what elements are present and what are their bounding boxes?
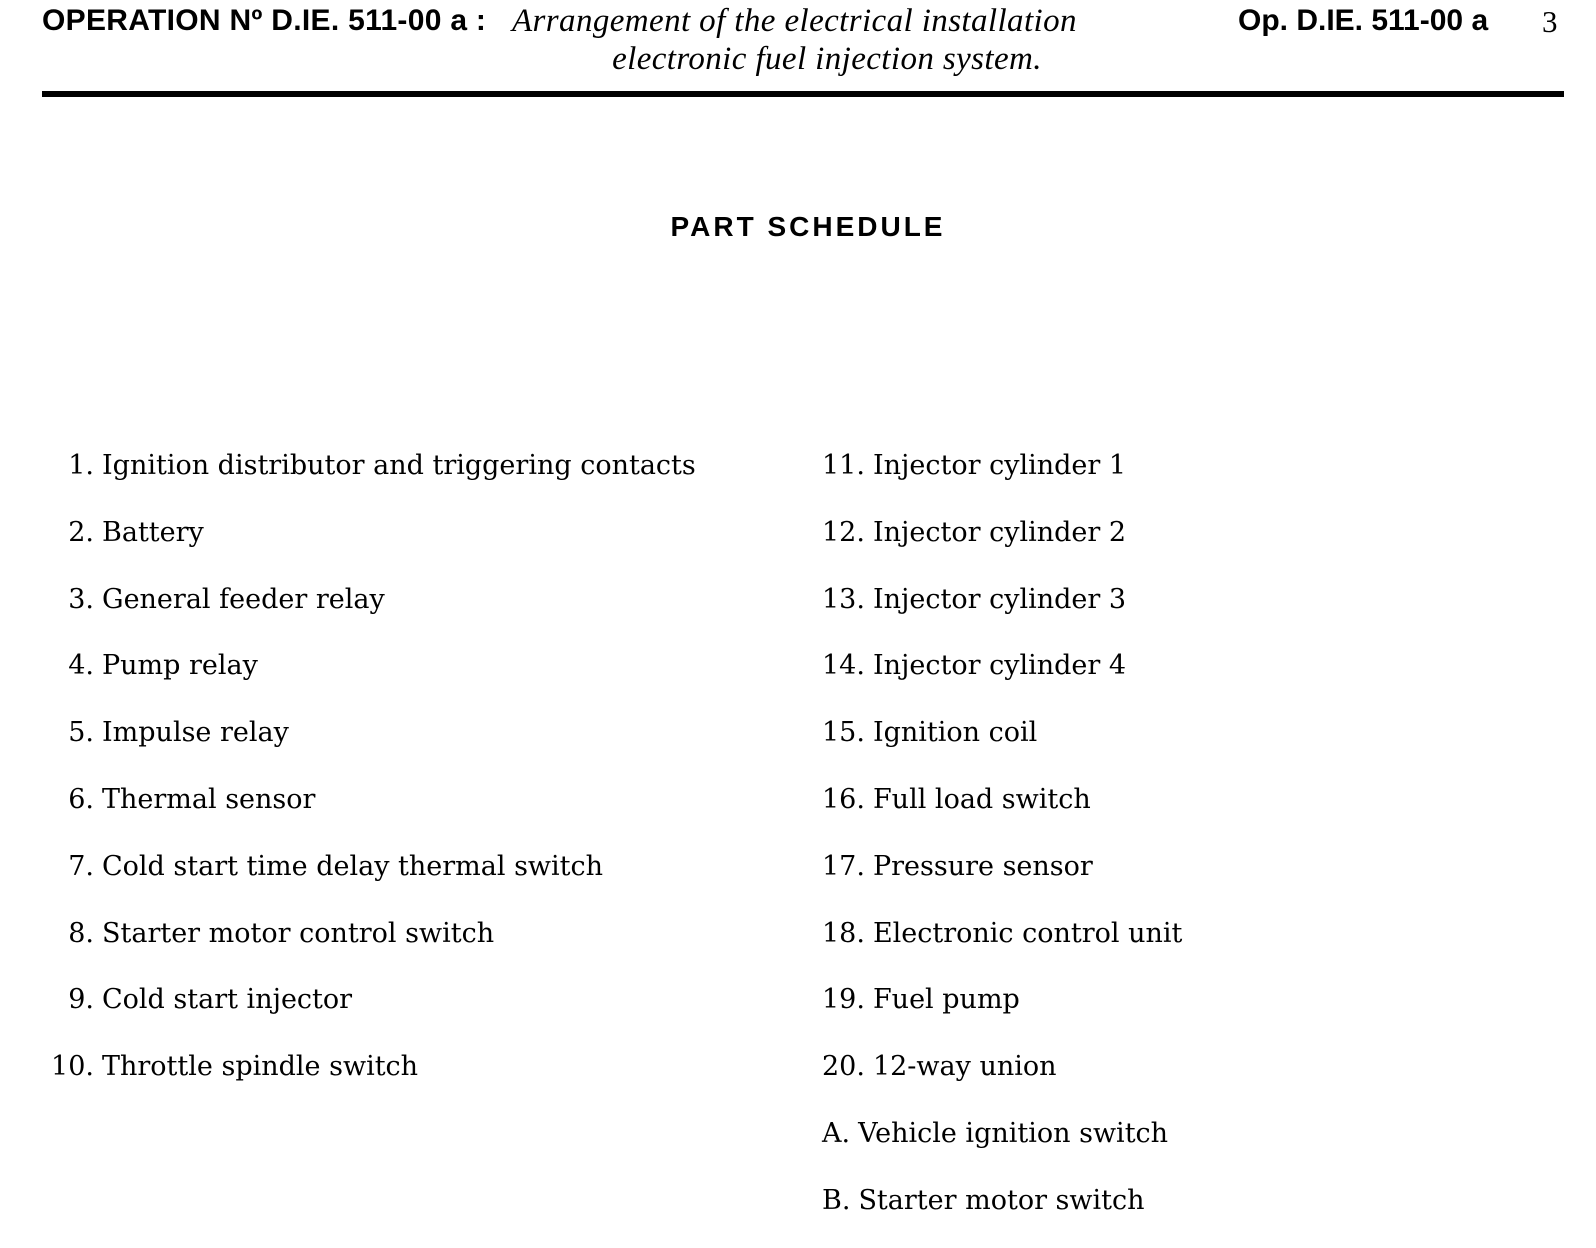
part-item — [42, 914, 696, 981]
part-item — [822, 646, 1182, 713]
part-number: 17. — [822, 850, 865, 882]
part-label: Ignition distributor and triggering contacts — [102, 450, 696, 481]
part-number: 6. — [68, 783, 94, 815]
part-item — [822, 513, 1182, 580]
part-label: Injector cylinder 2 — [872, 516, 1127, 548]
part-number: 1. — [68, 450, 94, 481]
part-label: Injector cylinder 1 — [872, 450, 1127, 481]
part-number: 9. — [68, 984, 94, 1016]
part-item — [42, 580, 696, 647]
operation-title — [512, 2, 1132, 78]
part-number: 20. — [822, 1051, 865, 1083]
part-item — [822, 980, 1182, 1047]
part-item — [42, 713, 696, 780]
part-label: 12-way union — [872, 1051, 1057, 1083]
part-label: Vehicle ignition switch — [858, 1117, 1169, 1149]
parts-list-right — [822, 446, 1182, 1248]
part-label: Full load switch — [872, 783, 1091, 815]
part-item — [822, 1114, 1182, 1181]
part-number: 19. — [822, 984, 865, 1016]
part-label: Fuel pump — [872, 984, 1020, 1016]
part-label: Cold start time delay thermal switch — [102, 850, 604, 882]
part-label: Starter motor control switch — [102, 917, 495, 949]
operation-title-line-1: Arrangement of the electrical installation — [512, 3, 1077, 39]
part-number: 11. — [822, 450, 865, 481]
operation-title-line-2: electronic fuel injection system. — [612, 41, 1042, 77]
part-label: Throttle spindle switch — [102, 1051, 419, 1083]
part-label: Injector cylinder 4 — [872, 650, 1127, 682]
part-item — [42, 847, 696, 914]
part-number: 16. — [822, 783, 865, 815]
part-number: 12. — [822, 516, 865, 548]
part-item — [42, 980, 696, 1047]
part-label: Cold start injector — [102, 984, 353, 1016]
part-number: 10. — [51, 1051, 94, 1083]
part-number: 5. — [68, 717, 94, 749]
part-item — [822, 446, 1182, 513]
section-title: PART SCHEDULE — [670, 211, 946, 242]
part-number: 4. — [68, 650, 94, 682]
part-item — [822, 914, 1182, 981]
part-item — [42, 446, 696, 513]
part-label: Thermal sensor — [102, 783, 316, 815]
part-label: Pump relay — [102, 650, 258, 682]
part-number: 15. — [822, 717, 865, 749]
part-number: 2. — [68, 516, 94, 548]
part-item — [42, 646, 696, 713]
part-item — [822, 847, 1182, 914]
operation-number: OPERATION Nº D.IE. 511-00 a : — [42, 4, 487, 37]
part-label: Ignition coil — [872, 717, 1038, 749]
page-number: 3 — [1542, 4, 1558, 39]
part-label: Pressure sensor — [872, 850, 1093, 882]
part-item — [822, 1181, 1182, 1248]
part-item — [822, 1047, 1182, 1114]
part-number: 7. — [68, 850, 94, 882]
part-item — [42, 513, 696, 580]
part-label: Battery — [102, 516, 204, 548]
part-number: 8. — [68, 917, 94, 949]
part-number: 14. — [822, 650, 865, 682]
part-item — [822, 780, 1182, 847]
part-number: 3. — [68, 583, 94, 615]
parts-list-left — [42, 446, 696, 1114]
part-label: General feeder relay — [102, 583, 385, 615]
part-item — [822, 713, 1182, 780]
part-item — [42, 780, 696, 847]
part-label: Impulse relay — [102, 717, 289, 749]
part-label: Starter motor switch — [858, 1184, 1145, 1216]
page-header — [42, 0, 1564, 98]
operation-reference: Op. D.IE. 511-00 a — [1238, 4, 1489, 37]
part-number: 13. — [822, 583, 865, 615]
part-item — [42, 1047, 696, 1114]
part-label: Electronic control unit — [872, 917, 1183, 949]
header-rule — [42, 91, 1564, 97]
part-number: 18. — [822, 917, 865, 949]
part-letter: A. — [822, 1117, 851, 1149]
part-label: Injector cylinder 3 — [872, 583, 1127, 615]
part-letter: B. — [822, 1184, 851, 1216]
part-item — [822, 580, 1182, 647]
